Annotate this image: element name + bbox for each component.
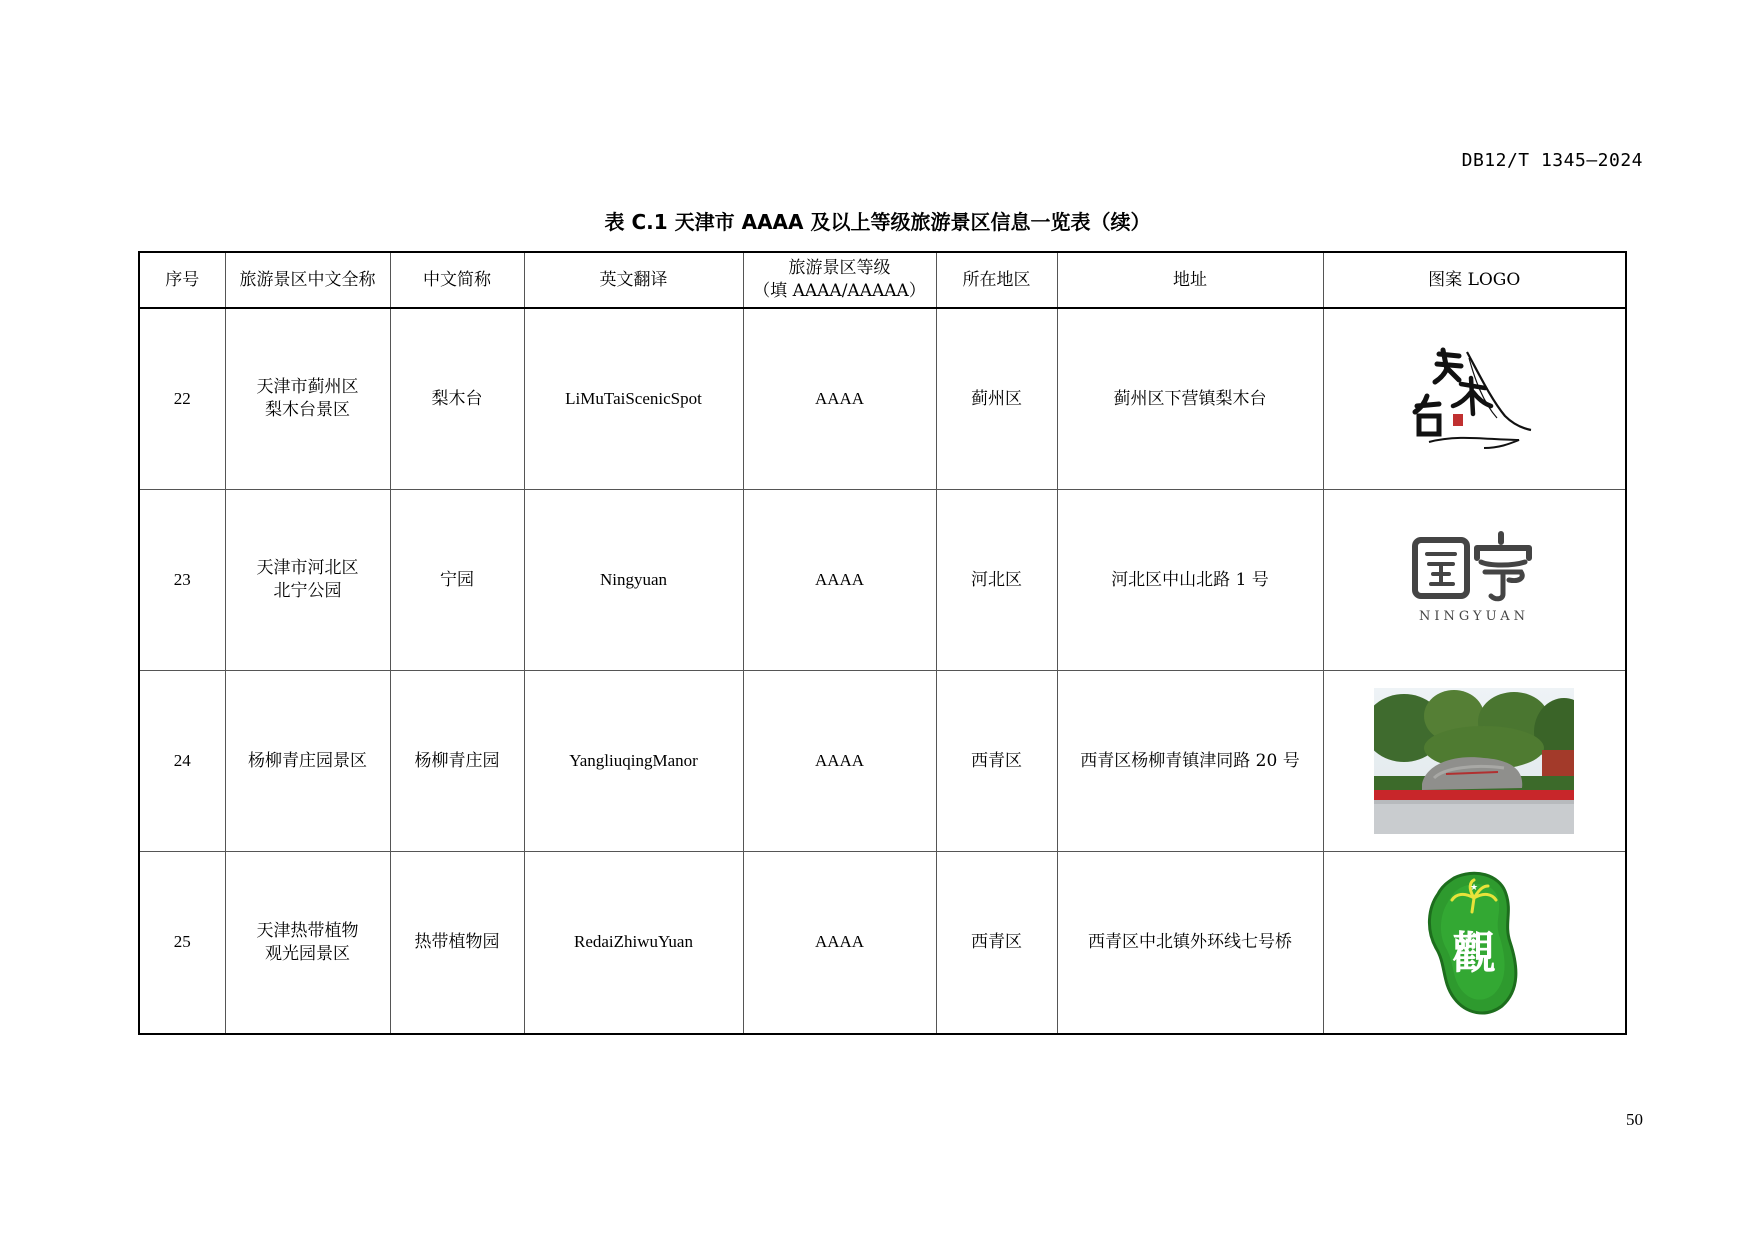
- cell-grade: AAAA: [743, 308, 936, 490]
- cell-english: Ningyuan: [524, 490, 743, 671]
- cell-logo: [1323, 671, 1626, 852]
- table-row: [139, 671, 1626, 852]
- cell-logo: [1323, 490, 1626, 671]
- table-title: 表 C.1 天津市 AAAA 及以上等级旅游景区信息一览表（续）: [604, 210, 1151, 234]
- cell-district: 西青区: [936, 671, 1057, 852]
- table-row: [139, 490, 1626, 671]
- cell-no: 22: [139, 308, 225, 490]
- cell-address: 西青区杨柳青镇津同路 20 号: [1057, 671, 1323, 852]
- cell-address: 西青区中北镇外环线七号桥: [1057, 852, 1323, 1035]
- document-code: DB12/T 1345—2024: [1461, 150, 1643, 171]
- manor-entrance-stone-photo: [1374, 688, 1574, 834]
- cell-address: 河北区中山北路 1 号: [1057, 490, 1323, 671]
- cell-english: YangliuqingManor: [524, 671, 743, 852]
- cell-grade: AAAA: [743, 490, 936, 671]
- col-header-logo: 图案 LOGO: [1323, 252, 1626, 308]
- tropical-garden-guan-logo: [1424, 868, 1524, 1018]
- cell-full-name: 天津市蓟州区 梨木台景区: [225, 308, 390, 490]
- cell-no: 23: [139, 490, 225, 671]
- cell-district: 蓟州区: [936, 308, 1057, 490]
- col-header-english: 英文翻译: [524, 252, 743, 308]
- svg-text:★: ★: [1470, 882, 1479, 893]
- cell-no: 24: [139, 671, 225, 852]
- cell-short-name: 杨柳青庄园: [390, 671, 524, 852]
- ningyuan-logo-text: NINGYUAN: [1419, 609, 1530, 624]
- cell-grade: AAAA: [743, 852, 936, 1035]
- col-header-district: 所在地区: [936, 252, 1057, 308]
- cell-address: 蓟州区下营镇梨木台: [1057, 308, 1323, 490]
- limutai-calligraphy-logo: [1409, 344, 1539, 454]
- cell-full-name: 天津市河北区 北宁公园: [225, 490, 390, 671]
- col-header-full-name: 旅游景区中文全称: [225, 252, 390, 308]
- cell-english: LiMuTaiScenicSpot: [524, 308, 743, 490]
- cell-short-name: 热带植物园: [390, 852, 524, 1035]
- col-header-address: 地址: [1057, 252, 1323, 308]
- cell-full-name: 杨柳青庄园景区: [225, 671, 390, 852]
- cell-logo: [1323, 308, 1626, 490]
- table-header-row: [139, 252, 1626, 308]
- table-row: [139, 308, 1626, 490]
- cell-full-name: 天津热带植物 观光园景区: [225, 852, 390, 1035]
- ningyuan-seal-logo: [1409, 530, 1539, 630]
- cell-district: 河北区: [936, 490, 1057, 671]
- guan-logo-text: 觀: [1452, 927, 1497, 979]
- cell-english: RedaiZhiwuYuan: [524, 852, 743, 1035]
- scenic-spot-table: [138, 251, 1627, 1035]
- cell-short-name: 梨木台: [390, 308, 524, 490]
- cell-grade: AAAA: [743, 671, 936, 852]
- col-header-grade: 旅游景区等级 （填 AAAA/AAAAA）: [743, 252, 936, 308]
- col-header-short-name: 中文简称: [390, 252, 524, 308]
- col-header-no: 序号: [139, 252, 225, 308]
- cell-district: 西青区: [936, 852, 1057, 1035]
- cell-no: 25: [139, 852, 225, 1035]
- cell-logo: [1323, 852, 1626, 1035]
- page-number: 50: [1626, 1110, 1643, 1129]
- cell-short-name: 宁园: [390, 490, 524, 671]
- table-row: [139, 852, 1626, 1035]
